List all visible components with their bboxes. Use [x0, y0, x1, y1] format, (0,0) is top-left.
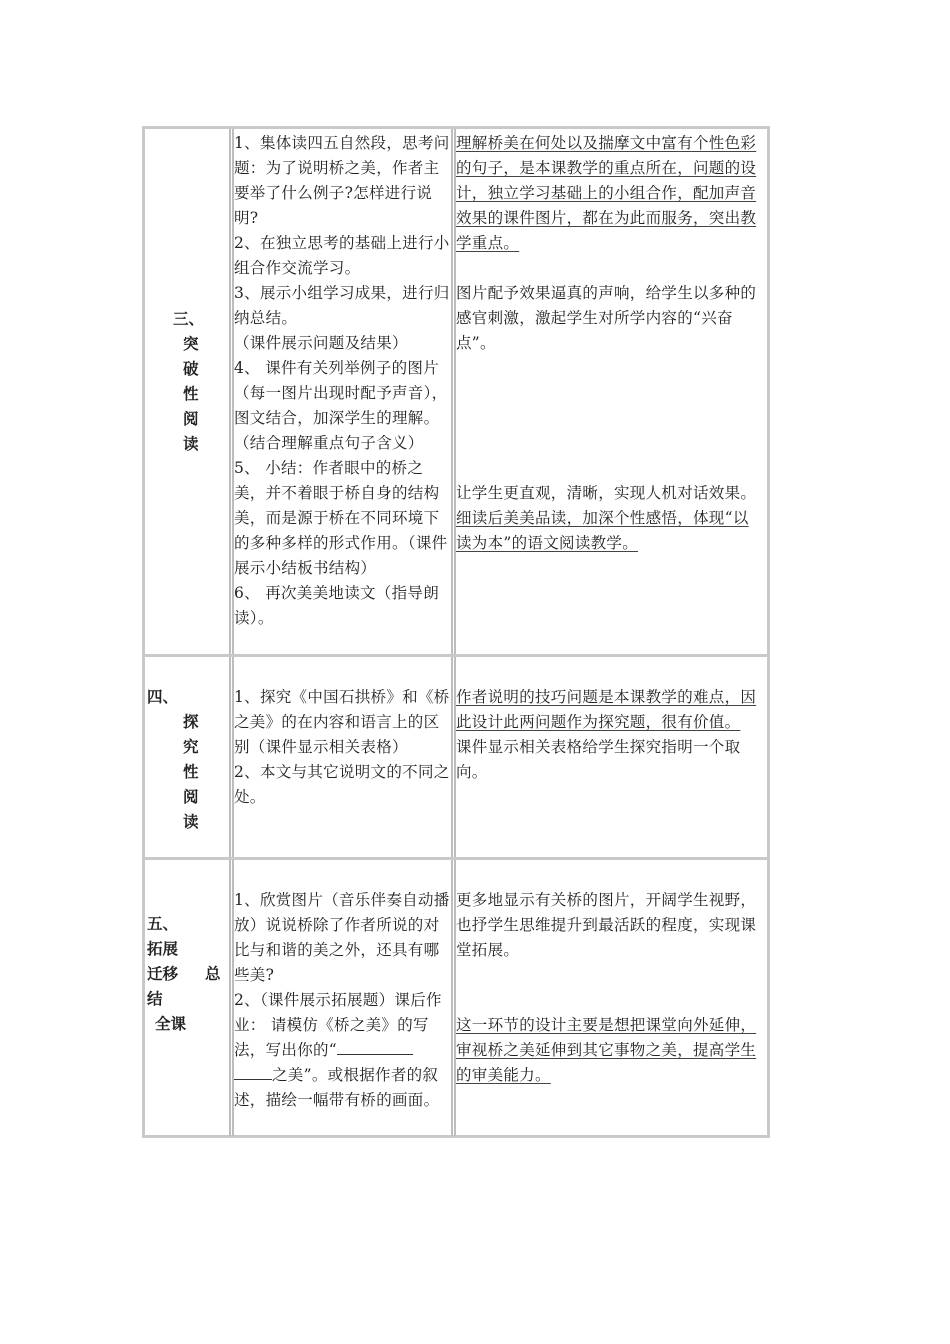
section-label-row1 — [173, 307, 204, 457]
notes-cell-row1 — [456, 131, 762, 556]
note-text: 理解桥美在何处以及揣摩文中富有个性色彩的句子，是本课教学的重点所在，问题的设计，独立学习基础上的小组合作，配加声音效果的课件图片，都在为此而服务，突出教学重点。 — [456, 134, 757, 252]
label-line: 三、 — [173, 310, 205, 328]
table-row — [145, 860, 767, 1136]
step-text: 5、 小结：作者眼中的桥之美，并不着眼于桥自身的结构美，而是源于桥在不同环境下的多种多样的形式作用。（课件展示小结板书结构） — [234, 459, 448, 577]
label-line: 读 — [183, 435, 199, 453]
step-text: 1、欣赏图片（音乐伴奏自动播放）说说桥除了作者所说的对比与和谐的美之外，还具有哪些美? — [234, 891, 450, 984]
label-line: 四、 — [147, 688, 179, 706]
label-line: 突 — [183, 335, 199, 353]
note-text: 作者说明的技巧问题是本课教学的难点，因此设计此两问题作为探究题，很有价值。 — [456, 688, 757, 731]
label-line: 究 — [183, 738, 199, 756]
table-row — [145, 129, 767, 655]
label-line: 迁移 — [147, 965, 179, 983]
label-line: 五、 — [147, 915, 179, 933]
label-line: 探 — [183, 713, 199, 731]
steps-cell-row2 — [234, 685, 452, 810]
note-text: 图片配予效果逼真的声响，给学生以多种的感官刺激，激起学生对所学内容的“兴奋点”。 — [456, 284, 757, 352]
label-line: 性 — [183, 763, 199, 781]
step-text: 2、（课件展示拓展题）课后作业： 请模仿《桥之美》的写法，写出你的“ — [234, 991, 442, 1059]
label-line: 拓展 — [147, 940, 179, 958]
steps-cell-row1 — [234, 131, 452, 631]
lesson-plan-table — [142, 126, 770, 1138]
note-text: 课件显示相关表格给学生探究指明一个取向。 — [456, 738, 741, 781]
section-label-row2 — [147, 685, 199, 835]
table-row — [145, 657, 767, 857]
notes-cell-row2 — [456, 685, 762, 785]
step-text: 之美”。或根据作者的叙述，描绘一幅带有桥的画面。 — [234, 1066, 440, 1109]
label-line: 读 — [183, 813, 199, 831]
step-text: （课件展示问题及结果） — [234, 334, 408, 352]
label-line: 结 — [147, 990, 163, 1008]
section-label-row3 — [147, 912, 227, 1037]
step-text: 3、展示小组学习成果，进行归纳总结。 — [234, 284, 450, 327]
note-text: 更多地显示有关桥的图片，开阔学生视野，也抒学生思维提升到最活跃的程度，实现课堂拓展。 — [456, 891, 757, 959]
step-text: 6、 再次美美地读文（指导朗读）。 — [234, 584, 439, 627]
label-line: 阅 — [183, 410, 199, 428]
label-line: 性 — [183, 385, 199, 403]
note-text: 细读后美美品读，加深个性感悟，体现“以读为本”的语文阅读教学。 — [456, 509, 749, 552]
step-text: 1、集体读四五自然段，思考问题：为了说明桥之美，作者主要举了什么例子?怎样进行说明? — [234, 134, 450, 227]
step-text: 1、探究《中国石拱桥》和《桥之美》的在内容和语言上的区别（课件显示相关表格） — [234, 688, 450, 756]
label-line: 全课 — [155, 1015, 187, 1033]
step-text: 2、在独立思考的基础上进行小组合作交流学习。 — [234, 234, 450, 277]
fill-blank-line — [234, 1063, 272, 1080]
note-text: 这一环节的设计主要是想把课堂向外延伸，审视桥之美延伸到其它事物之美，提高学生的审美能力。 — [456, 1016, 757, 1084]
step-text: 4、 课件有关列举例子的图片（每一图片出现时配予声音），图文结合，加深学生的理解。（结合理解重点句子含义） — [234, 359, 448, 452]
steps-cell-row3 — [234, 888, 452, 1113]
label-line: 阅 — [183, 788, 199, 806]
note-text: 让学生更直观，清晰，实现人机对话效果。 — [456, 484, 757, 502]
fill-blank-line — [337, 1038, 413, 1055]
label-line: 破 — [183, 360, 199, 378]
label-line: 总 — [205, 965, 221, 983]
step-text: 2、本文与其它说明文的不同之处。 — [234, 763, 450, 806]
notes-cell-row3 — [456, 888, 762, 1088]
